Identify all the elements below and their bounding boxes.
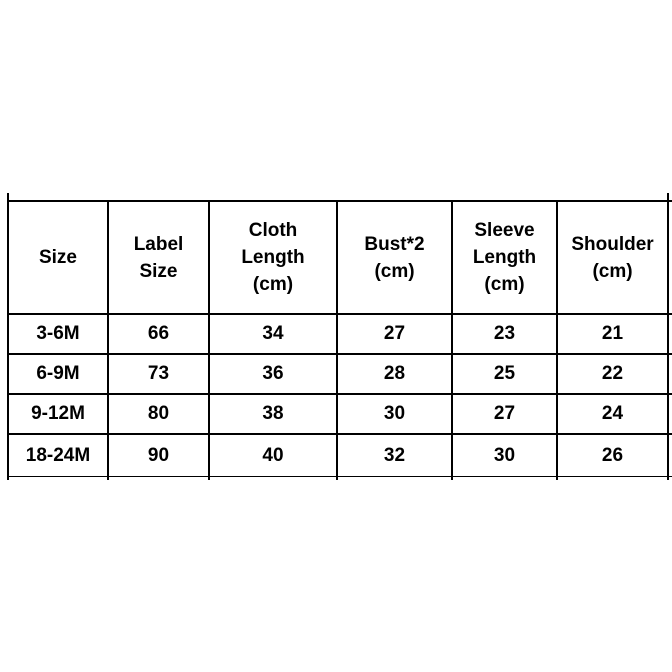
cell-shoulder: 24	[601, 403, 624, 424]
column-divider	[667, 193, 669, 480]
cell-bust: 28	[383, 363, 406, 384]
cell-label-size: 80	[147, 403, 170, 424]
cell-size: 3-6M	[36, 323, 80, 344]
cell-size: 18-24M	[25, 444, 91, 466]
cell-shoulder: 22	[601, 363, 624, 384]
cell-bust: 32	[383, 444, 406, 466]
header-bust: Bust*2 (cm)	[364, 233, 425, 282]
header-cloth-length: Cloth Length (cm)	[241, 220, 305, 295]
cell-label-size: 90	[147, 444, 170, 466]
cell-label-size: 73	[147, 363, 170, 384]
header-shoulder: Shoulder (cm)	[571, 233, 654, 282]
cell-label-size: 66	[147, 323, 170, 344]
cell-cloth-length: 36	[262, 363, 284, 384]
header-sleeve-length: Sleeve Length (cm)	[472, 220, 537, 295]
cell-sleeve-length: 30	[493, 444, 516, 466]
cell-sleeve-length: 25	[493, 363, 516, 384]
cell-bust: 30	[383, 403, 406, 424]
cell-cloth-length: 40	[262, 444, 284, 466]
cell-size: 9-12M	[31, 403, 85, 424]
cell-size: 6-9M	[36, 363, 80, 384]
cell-cloth-length: 38	[262, 403, 284, 424]
cell-bust: 27	[383, 323, 406, 344]
header-label-size: Label Size	[133, 233, 184, 282]
cell-cloth-length: 34	[262, 323, 284, 344]
header-size: Size	[38, 247, 78, 268]
cell-shoulder: 26	[601, 444, 624, 466]
cell-shoulder: 21	[601, 323, 624, 344]
cell-sleeve-length: 27	[493, 403, 516, 424]
cell-sleeve-length: 23	[493, 323, 516, 344]
